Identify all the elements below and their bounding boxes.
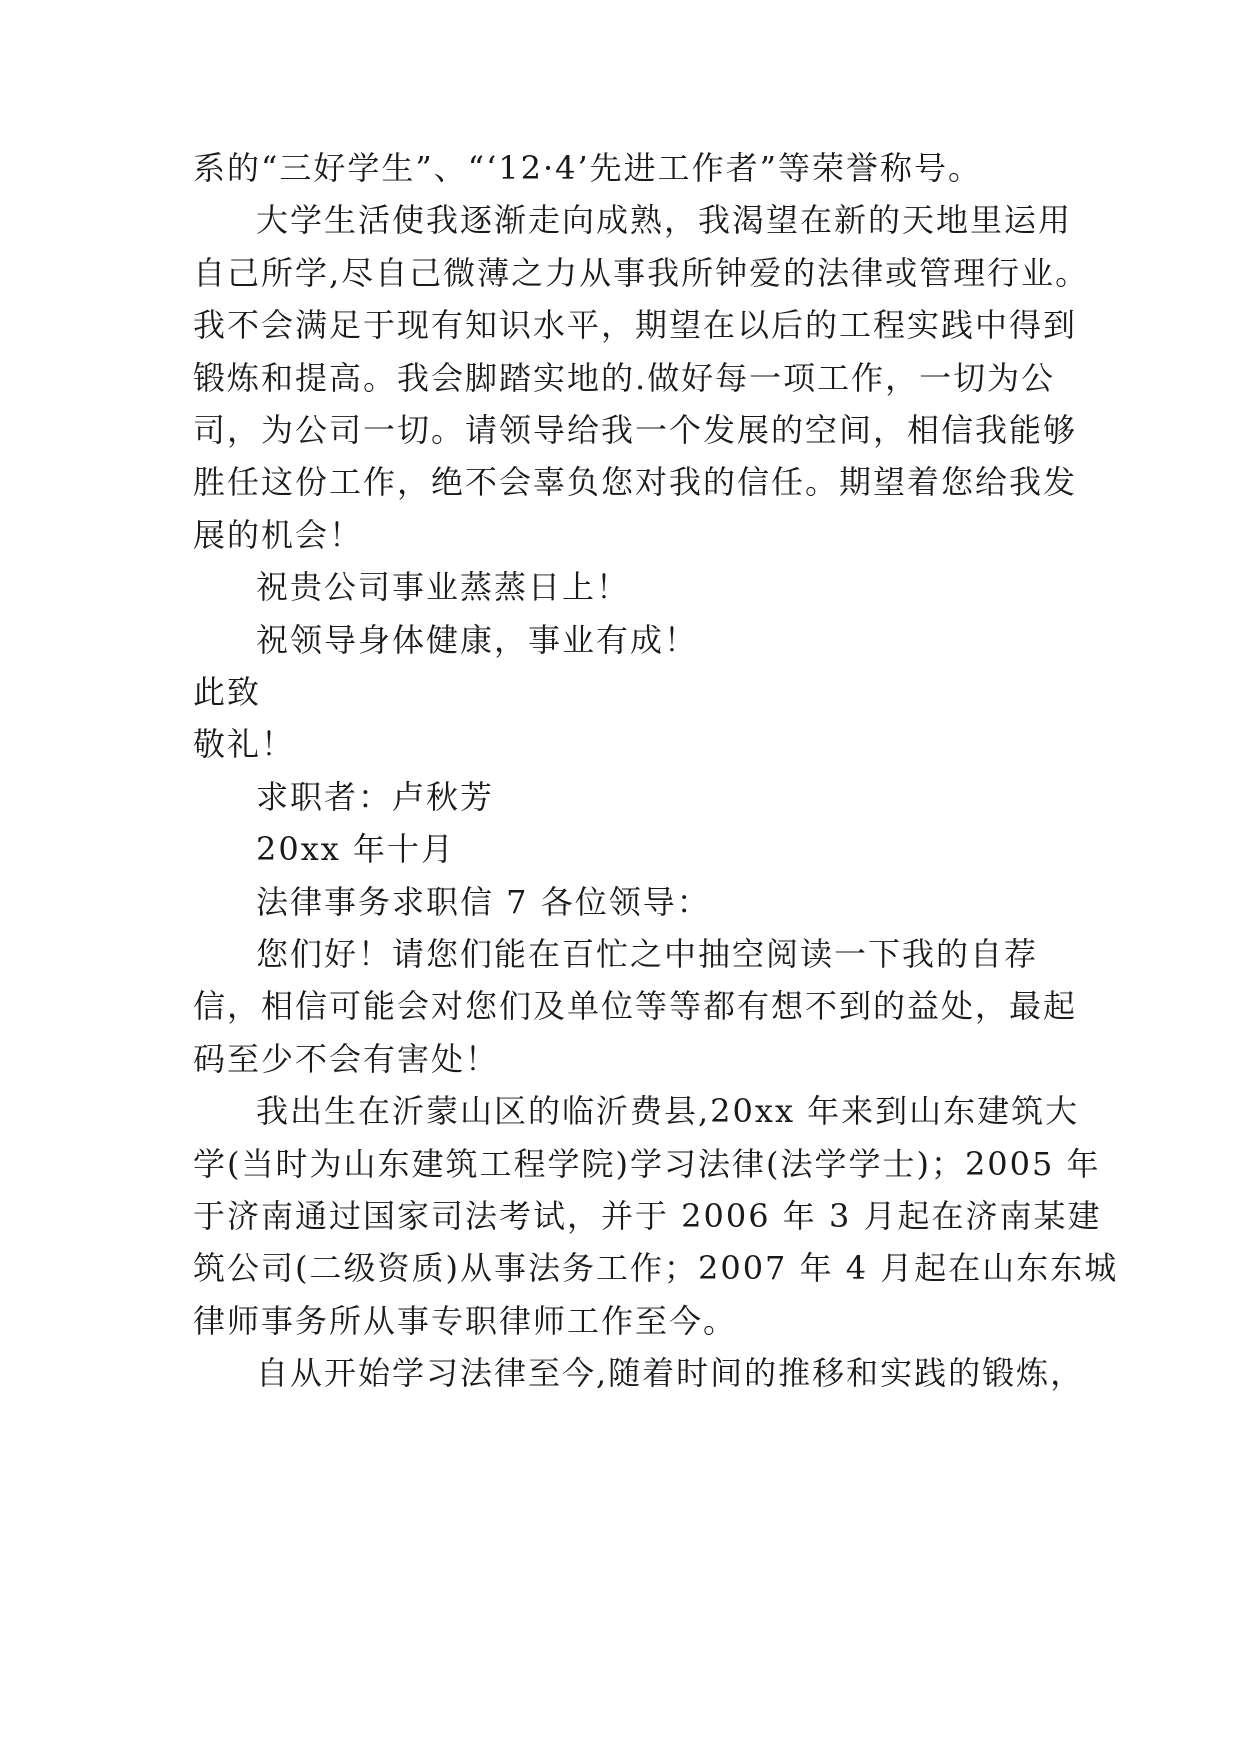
text-line-18: 码至少不会有害处！ — [193, 1040, 500, 1078]
text-line-14: 20xx 年十月 — [256, 830, 455, 868]
text-line-11: 此致 — [193, 673, 262, 711]
text-line-1: 系的“三好学生”、“‘12·4’先进工作者”等荣誉称号。 — [193, 149, 983, 187]
text-line-13: 求职者：卢秋芳 — [256, 778, 495, 816]
text-line-22: 筑公司(二级资质)从事法务工作；2007 年 4 月起在山东东城 — [193, 1249, 1119, 1287]
text-line-7: 胜任这份工作，绝不会辜负您对我的信任。期望着您给我发 — [193, 463, 1078, 501]
text-line-15: 法律事务求职信 7 各位领导： — [256, 883, 711, 921]
text-line-16: 您们好！请您们能在百忙之中抽空阅读一下我的自荐 — [256, 935, 1039, 973]
text-line-20: 学(当时为山东建筑工程学院)学习法律(法学学士)；2005 年 — [193, 1145, 1101, 1183]
text-line-4: 我不会满足于现有知识水平，期望在以后的工程实践中得到 — [193, 306, 1078, 344]
text-line-2: 大学生活使我逐渐走向成熟，我渴望在新的天地里运用 — [256, 201, 1073, 239]
text-line-21: 于济南通过国家司法考试，并于 2006 年 3 月起在济南某建 — [193, 1197, 1102, 1235]
text-line-23: 律师事务所从事专职律师工作至今。 — [193, 1302, 738, 1340]
text-line-24: 自从开始学习法律至今,随着时间的推移和实践的锻炼， — [256, 1354, 1085, 1392]
text-line-3: 自己所学,尽自己微薄之力从事我所钟爱的法律或管理行业。 — [193, 254, 1090, 292]
text-line-9: 祝贵公司事业蒸蒸日上！ — [256, 568, 631, 606]
text-line-10: 祝领导身体健康，事业有成！ — [256, 621, 699, 659]
text-line-8: 展的机会！ — [193, 516, 364, 554]
text-line-5: 锻炼和提高。我会脚踏实地的.做好每一项工作，一切为公 — [193, 359, 1056, 397]
text-line-6: 司，为公司一切。请领导给我一个发展的空间，相信我能够 — [193, 411, 1078, 449]
text-line-19: 我出生在沂蒙山区的临沂费县,20xx 年来到山东建筑大 — [256, 1092, 1080, 1130]
text-line-12: 敬礼！ — [193, 725, 296, 763]
text-line-17: 信，相信可能会对您们及单位等等都有想不到的益处，最起 — [193, 987, 1078, 1025]
